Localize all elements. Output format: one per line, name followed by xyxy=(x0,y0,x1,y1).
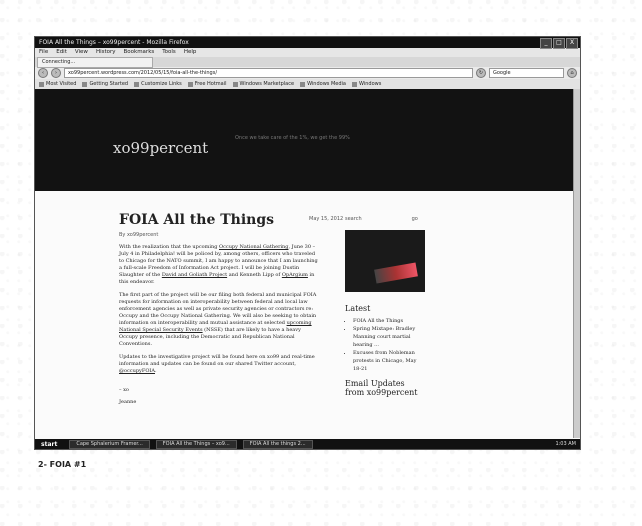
window-title: FOIA All the Things – xo99percent - Mozilla Firefox xyxy=(39,39,189,46)
close-button[interactable]: X xyxy=(566,38,578,49)
bookmark-icon xyxy=(39,82,44,87)
menu-file[interactable]: File xyxy=(39,49,49,55)
sidebar-search xyxy=(345,216,425,222)
menu-history[interactable]: History xyxy=(95,49,116,55)
bookmark-icon xyxy=(82,82,87,87)
site-tagline: Once we take care of the 1%, we get the 99% xyxy=(235,135,350,141)
site-name[interactable]: xo99percent xyxy=(113,139,209,157)
maximize-button[interactable]: □ xyxy=(553,38,565,49)
navigation-bar xyxy=(35,67,580,79)
search-engine-box[interactable]: Google xyxy=(489,68,564,78)
tab-strip xyxy=(35,57,580,67)
taskbar-item[interactable]: FOIA All the things 2... xyxy=(243,440,313,449)
bookmark-windows-marketplace[interactable]: Windows Marketplace xyxy=(233,79,295,89)
bookmark-windows-media[interactable]: Windows Media xyxy=(300,79,346,89)
page-content xyxy=(35,210,575,435)
post-author: Jeanne xyxy=(119,399,137,405)
search-button[interactable]: go xyxy=(411,216,418,222)
latest-item[interactable]: • Excuses from Nobleman protests in Chicago, May 18-21 xyxy=(353,349,425,373)
vertical-scrollbar[interactable] xyxy=(573,89,580,438)
latest-item[interactable]: • Spring Mixtape: Bradley Manning court martial hearing ... xyxy=(353,325,425,349)
bookmark-icon xyxy=(300,82,305,87)
link-opargium[interactable]: OpArgium xyxy=(281,272,308,278)
reload-icon[interactable]: ↻ xyxy=(476,68,486,78)
bookmark-free-hotmail[interactable]: Free Hotmail xyxy=(188,79,227,89)
minimize-button[interactable]: _ xyxy=(540,38,552,49)
link-nsse[interactable]: upcoming National Special Security Events xyxy=(119,320,312,333)
bookmark-icon xyxy=(134,82,139,87)
clock: 1:03 AM xyxy=(555,441,576,447)
link-david-goliath-project[interactable]: David and Goliath Project xyxy=(161,272,228,278)
browser-window xyxy=(34,36,581,450)
bookmark-windows[interactable]: Windows xyxy=(352,79,381,89)
post-paragraph-3: Updates to the investigative project will be found here on xo99 and real-time information and updates can be found on our shared Twitter account, @occupyFOIA. xyxy=(119,354,315,374)
bookmark-customize-links[interactable]: Customize Links xyxy=(134,79,182,89)
search-input[interactable]: search xyxy=(345,216,362,222)
menu-tools[interactable]: Tools xyxy=(162,49,176,55)
bookmark-most-visited[interactable]: Most Visited xyxy=(39,79,76,89)
menu-edit[interactable]: Edit xyxy=(56,49,67,55)
link-occupy-national-gathering[interactable]: Occupy National Gathering xyxy=(219,244,289,250)
post-signoff: – xo xyxy=(119,387,129,393)
latest-item[interactable]: • FOIA All the Things xyxy=(353,317,425,325)
window-titlebar xyxy=(35,37,580,48)
bookmark-icon xyxy=(352,82,357,87)
menu-help[interactable]: Help xyxy=(183,49,197,55)
site-header xyxy=(35,89,580,191)
tab-current[interactable]: Connecting... xyxy=(37,57,153,68)
post-paragraph-1: With the realization that the upcoming Occupy National Gathering, June 30 – July 4 in Philadelphia! will be policed by, among others, officers who traveled to Chicago for the NATO summit, I am happy to announce that I am launching a full-scale Freedom of Information Act project. I will be joining Dustin Slaughter of the David and Goliath Project and Kenneth Lipp of OpArgium in this endeavor. xyxy=(119,244,318,285)
forward-icon[interactable]: › xyxy=(51,68,61,78)
start-button[interactable]: start xyxy=(41,440,58,448)
bookmarks-toolbar xyxy=(35,79,580,89)
link-occupyfoia[interactable]: @occupyFOIA xyxy=(119,368,156,374)
taskbar xyxy=(35,439,580,449)
blog-post xyxy=(119,210,344,406)
post-date: May 15, 2012 xyxy=(309,216,344,222)
back-icon[interactable]: ‹ xyxy=(38,68,48,78)
email-updates-heading: Email Updates from xo99percent xyxy=(345,379,418,397)
bookmark-icon xyxy=(233,82,238,87)
exhibit-caption: 2- FOIA #1 xyxy=(38,460,87,469)
post-byline: By xo99percent xyxy=(119,232,159,238)
latest-heading: Latest xyxy=(345,304,371,313)
bookmark-getting-started[interactable]: Getting Started xyxy=(82,79,128,89)
taskbar-item[interactable]: Cape Sphalerium Framer... xyxy=(69,440,149,449)
sidebar xyxy=(345,216,425,397)
taskbar-item[interactable]: FOIA All the Things – xo9... xyxy=(156,440,237,449)
post-paragraph-2: The first part of the project will be our filing both federal and municipal FOIA requests for information on interoperability between federal and local law enforcement agencies as well as private security agencies or contractors re: Occupy and the Occupy National Gathering. We will also be seeking to obtain information on interoperability and mutual assistance at selected upcoming National Special Security Events (NSSE) that are likely to have a heavy Occupy presence, including the Democratic and Republican National Conventions. xyxy=(119,292,317,347)
post-title[interactable]: FOIA All the Things xyxy=(119,212,274,228)
sidebar-image xyxy=(345,230,425,292)
bookmark-icon xyxy=(188,82,193,87)
menu-view[interactable]: View xyxy=(74,49,88,55)
latest-widget xyxy=(345,304,425,373)
address-bar[interactable]: xo99percent.wordpress.com/2012/05/15/foia-all-the-things/ xyxy=(64,68,473,78)
menu-bookmarks[interactable]: Bookmarks xyxy=(123,49,155,55)
home-icon[interactable]: ⌂ xyxy=(567,68,577,78)
